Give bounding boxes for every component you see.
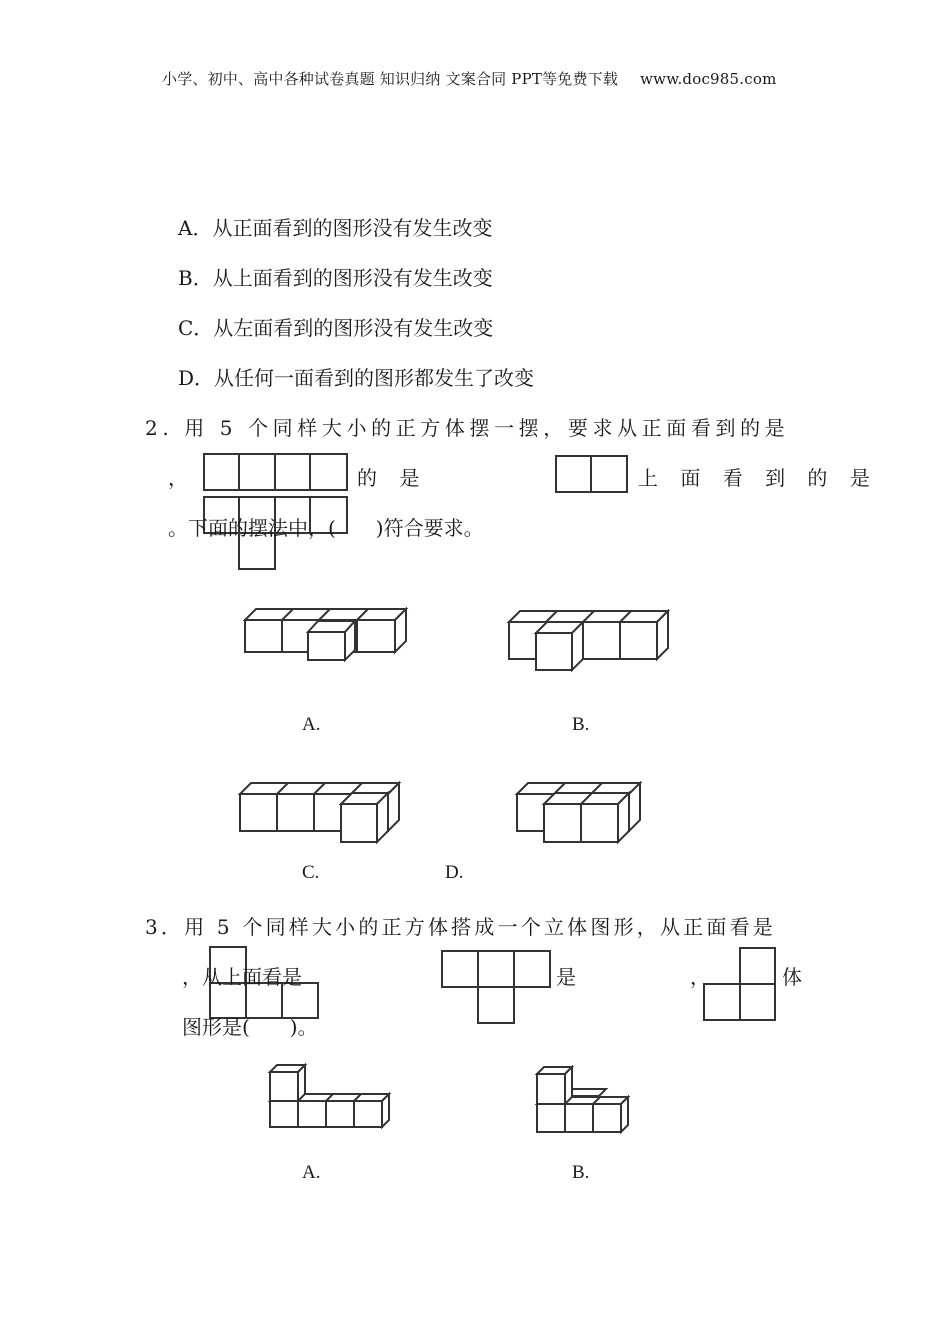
q3-option-a-label: A. <box>302 1162 321 1183</box>
q2-option-a-figure <box>244 608 410 664</box>
q2-option-b-figure <box>508 608 672 672</box>
q3-side-view-figure <box>703 947 777 1023</box>
q1-option-a: A．从正面看到的图形没有发生改变 <box>178 216 493 240</box>
q2-side-view-figure <box>555 455 629 495</box>
q3-tail-text: 体 <box>782 965 802 989</box>
header-url[interactable]: www.doc985.com <box>640 70 777 88</box>
q2-option-d-label: D. <box>445 862 464 883</box>
q2-option-d-figure <box>516 782 644 844</box>
q3-option-b-figure <box>536 1066 632 1136</box>
q2-stem-line1: 2. 用 5 个同样大小的正方体摆一摆，要求从正面看到的是 <box>145 416 790 440</box>
q1-option-b: B．从上面看到的图形没有发生改变 <box>178 266 493 290</box>
q2-option-a-label: A. <box>302 714 321 735</box>
q3-stem-line3: 图形是( )。 <box>182 1015 318 1039</box>
q1-option-d: D．从任何一面看到的图形都发生了改变 <box>178 366 535 390</box>
page-header <box>162 68 777 89</box>
q2-option-b-label: B. <box>572 714 590 735</box>
q1-option-c: C．从左面看到的图形没有发生改变 <box>178 316 494 340</box>
q2-stem-line3: 。下面的摆法中，( )符合要求。 <box>168 516 484 540</box>
q3-mid-text-2: 是 <box>556 965 576 989</box>
q2-comma: ， <box>168 466 188 490</box>
q3-option-b-label: B. <box>572 1162 590 1183</box>
q2-option-c-figure <box>239 782 403 844</box>
q3-top-view-figure <box>441 950 553 1026</box>
q3-stem-line1: 3．用 5 个同样大小的正方体搭成一个立体图形，从正面看是 <box>145 915 776 939</box>
q2-mid-text-1: 的 是 <box>357 466 428 490</box>
q3-mid-text-3: ， <box>690 965 710 989</box>
q2-mid-text-2: 上 面 看 到 的 是 <box>638 466 878 490</box>
q3-option-a-figure <box>269 1064 393 1130</box>
q3-mid-text-1: ，从上面看是 <box>182 965 302 989</box>
q2-option-c-label: C. <box>302 862 320 883</box>
header-text: 小学、初中、高中各种试卷真题 知识归纳 文案合同 PPT等免费下载 <box>162 70 619 88</box>
